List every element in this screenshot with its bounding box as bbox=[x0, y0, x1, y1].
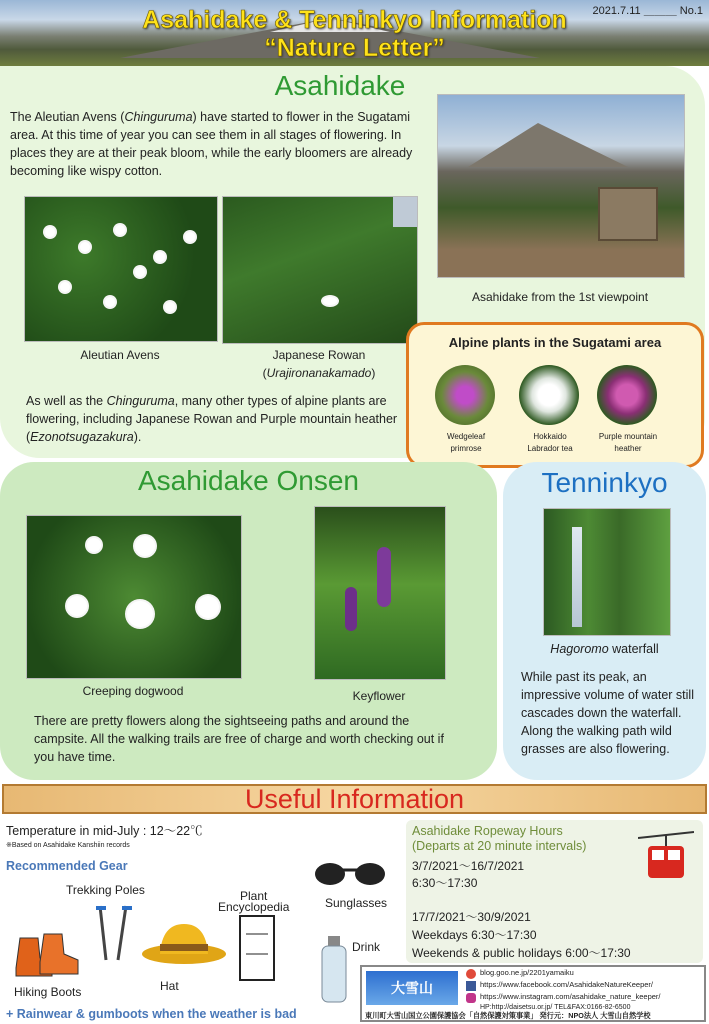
footer-publisher: 東川町大雪山国立公園保護協会「自然保護対策事業」 発行元：NPO法人 大雪山自然学校 bbox=[365, 1011, 651, 1020]
ropeway-title: Asahidake Ropeway Hours bbox=[412, 824, 563, 838]
footer-instagram-link[interactable]: https://www.instagram.com/asahidake_nature_keeper/ bbox=[480, 992, 661, 1001]
gear-poles-label: Trekking Poles bbox=[66, 883, 145, 897]
keyflower-spike bbox=[377, 547, 391, 607]
asahidake-title: Asahidake bbox=[274, 70, 406, 101]
drink-bottle-icon bbox=[318, 934, 350, 1004]
wedgeleaf-primrose-photo bbox=[435, 365, 495, 425]
plant-encyclopedia-icon bbox=[238, 914, 276, 982]
flower-mark bbox=[185, 232, 195, 242]
gear-heading: Recommended Gear bbox=[6, 859, 128, 873]
flower-mark bbox=[165, 302, 175, 312]
ropeway-period1-hours: 6:30～17:30 bbox=[412, 876, 478, 890]
gear-plant-label-2: Encyclopedia bbox=[218, 900, 290, 914]
footer-logo: 大雪山 bbox=[366, 971, 458, 1005]
ropeway-gondola-icon bbox=[638, 830, 694, 882]
plant-label-1: Wedgeleaf primrose bbox=[446, 432, 486, 453]
flower-mark bbox=[87, 538, 101, 552]
plant-label-2: Hokkaido Labrador tea bbox=[527, 432, 573, 453]
hat-icon bbox=[140, 918, 228, 968]
japanese-rowan-caption: Japanese Rowan bbox=[272, 348, 366, 362]
flower-mark bbox=[105, 297, 115, 307]
japanese-rowan-caption-latin: (Urajironanakamado) bbox=[262, 366, 376, 380]
footer-facebook-link[interactable]: https://www.facebook.com/AsahidakeNatureKeeper/ bbox=[480, 980, 654, 989]
blog-icon bbox=[466, 969, 476, 979]
facebook-icon bbox=[466, 981, 476, 991]
sky-patch bbox=[393, 197, 417, 227]
gear-drink-label: Drink bbox=[352, 940, 381, 954]
flower-mark bbox=[80, 242, 90, 252]
flower-mark bbox=[197, 596, 219, 618]
alpine-plants-box bbox=[406, 322, 704, 468]
ropeway-period2-weekdays: Weekdays 6:30～17:30 bbox=[412, 928, 537, 942]
flower-mark bbox=[115, 225, 125, 235]
gear-hat-label: Hat bbox=[160, 979, 179, 993]
keyflower-photo bbox=[314, 506, 446, 680]
ropeway-period2-weekends: Weekends & public holidays 6:00～17:30 bbox=[412, 946, 631, 960]
aleutian-avens-caption: Aleutian Avens bbox=[80, 348, 160, 362]
footer-contact: HP:http://daisetsu.or.jp/ TEL&FAX:0166-82-6500 bbox=[480, 1004, 631, 1011]
ropeway-period1-range: 3/7/2021～16/7/2021 bbox=[412, 859, 525, 873]
mountain-shape bbox=[468, 123, 628, 167]
issue-date: 2021.7.11 ＿＿＿ No.1 bbox=[592, 5, 703, 17]
rainwear-note: + Rainwear & gumboots when the weather is bad bbox=[6, 1007, 297, 1021]
header-banner bbox=[0, 0, 709, 66]
onsen-title: Asahidake Onsen bbox=[137, 465, 360, 496]
instagram-icon bbox=[466, 993, 476, 1003]
onsen-body: There are pretty flowers along the sightseeing paths and around the campsite. All the walking trails are free of charge and worth checking out if you have time. bbox=[34, 714, 444, 764]
flower-mark bbox=[323, 297, 337, 305]
aleutian-avens-photo bbox=[24, 196, 218, 342]
waterfall-photo bbox=[543, 508, 671, 636]
footer-blog-link[interactable]: blog.goo.ne.jp/2201yamaiku bbox=[480, 968, 574, 977]
page-title: Asahidake & Tenninkyo Information bbox=[142, 6, 567, 34]
keyflower-caption: Keyflower bbox=[352, 689, 406, 703]
asahidake-body: As well as the Chinguruma, many other types of alpine plants are flowering, including Japanese Rowan and Purple mountain heather (Ezonotsugazakura). bbox=[26, 394, 398, 444]
flower-mark bbox=[135, 536, 155, 556]
creeping-dogwood-photo bbox=[26, 515, 242, 679]
ropeway-box bbox=[406, 820, 703, 963]
labrador-tea-photo bbox=[519, 365, 579, 425]
viewpoint-caption: Asahidake from the 1st viewpoint bbox=[471, 290, 649, 304]
trekking-poles-icon bbox=[90, 902, 138, 964]
tenninkyo-title: Tenninkyo bbox=[541, 467, 668, 498]
tenninkyo-body: While past its peak, an impressive volume of water still cascades down the waterfall. Along the walking path wild grasses are also flowering. bbox=[521, 670, 694, 756]
useful-info-banner bbox=[2, 784, 707, 814]
temperature-text: Temperature in mid-July : 12～22℃ bbox=[6, 824, 203, 838]
plant-label-3: Purple mountain heather bbox=[598, 432, 658, 453]
flower-mark bbox=[67, 596, 87, 616]
gear-sunglasses-label: Sunglasses bbox=[325, 896, 388, 910]
waterfall-stream bbox=[572, 527, 582, 627]
asahidake-intro: The Aleutian Avens (Chinguruma) have started to flower in the Sugatami area. At this time of year you can see them in all stages of flowering. In places they are at their peak bloom, while the early bloomers are already becoming like wispy cotton. bbox=[10, 110, 413, 178]
sunglasses-icon bbox=[312, 858, 388, 888]
ropeway-period2-range: 17/7/2021～30/9/2021 bbox=[412, 910, 531, 924]
flower-mark bbox=[127, 601, 153, 627]
viewpoint-photo bbox=[437, 94, 685, 278]
signboard bbox=[598, 187, 658, 241]
hiking-boots-icon bbox=[12, 928, 82, 982]
temperature-note: ※Based on Asahidake Kanshiin records bbox=[6, 842, 130, 849]
ropeway-subtitle: (Departs at 20 minute intervals) bbox=[412, 839, 587, 853]
flower-mark bbox=[45, 227, 55, 237]
dogwood-caption: Creeping dogwood bbox=[82, 684, 184, 698]
useful-info-title: Useful Information bbox=[244, 784, 465, 814]
footer-box bbox=[360, 965, 706, 1022]
gear-boots-label: Hiking Boots bbox=[14, 985, 82, 999]
alpine-box-title: Alpine plants in the Sugatami area bbox=[448, 335, 662, 350]
flower-mark bbox=[60, 282, 70, 292]
page-subtitle: “Nature Letter” bbox=[264, 34, 445, 62]
waterfall-caption: Hagoromo waterfall bbox=[550, 642, 659, 656]
japanese-rowan-photo bbox=[222, 196, 418, 344]
flower-mark bbox=[135, 267, 145, 277]
mountain-heather-photo bbox=[597, 365, 657, 425]
flower-mark bbox=[155, 252, 165, 262]
keyflower-spike bbox=[345, 587, 357, 631]
gear-plant-label-1: Plant bbox=[240, 889, 268, 903]
